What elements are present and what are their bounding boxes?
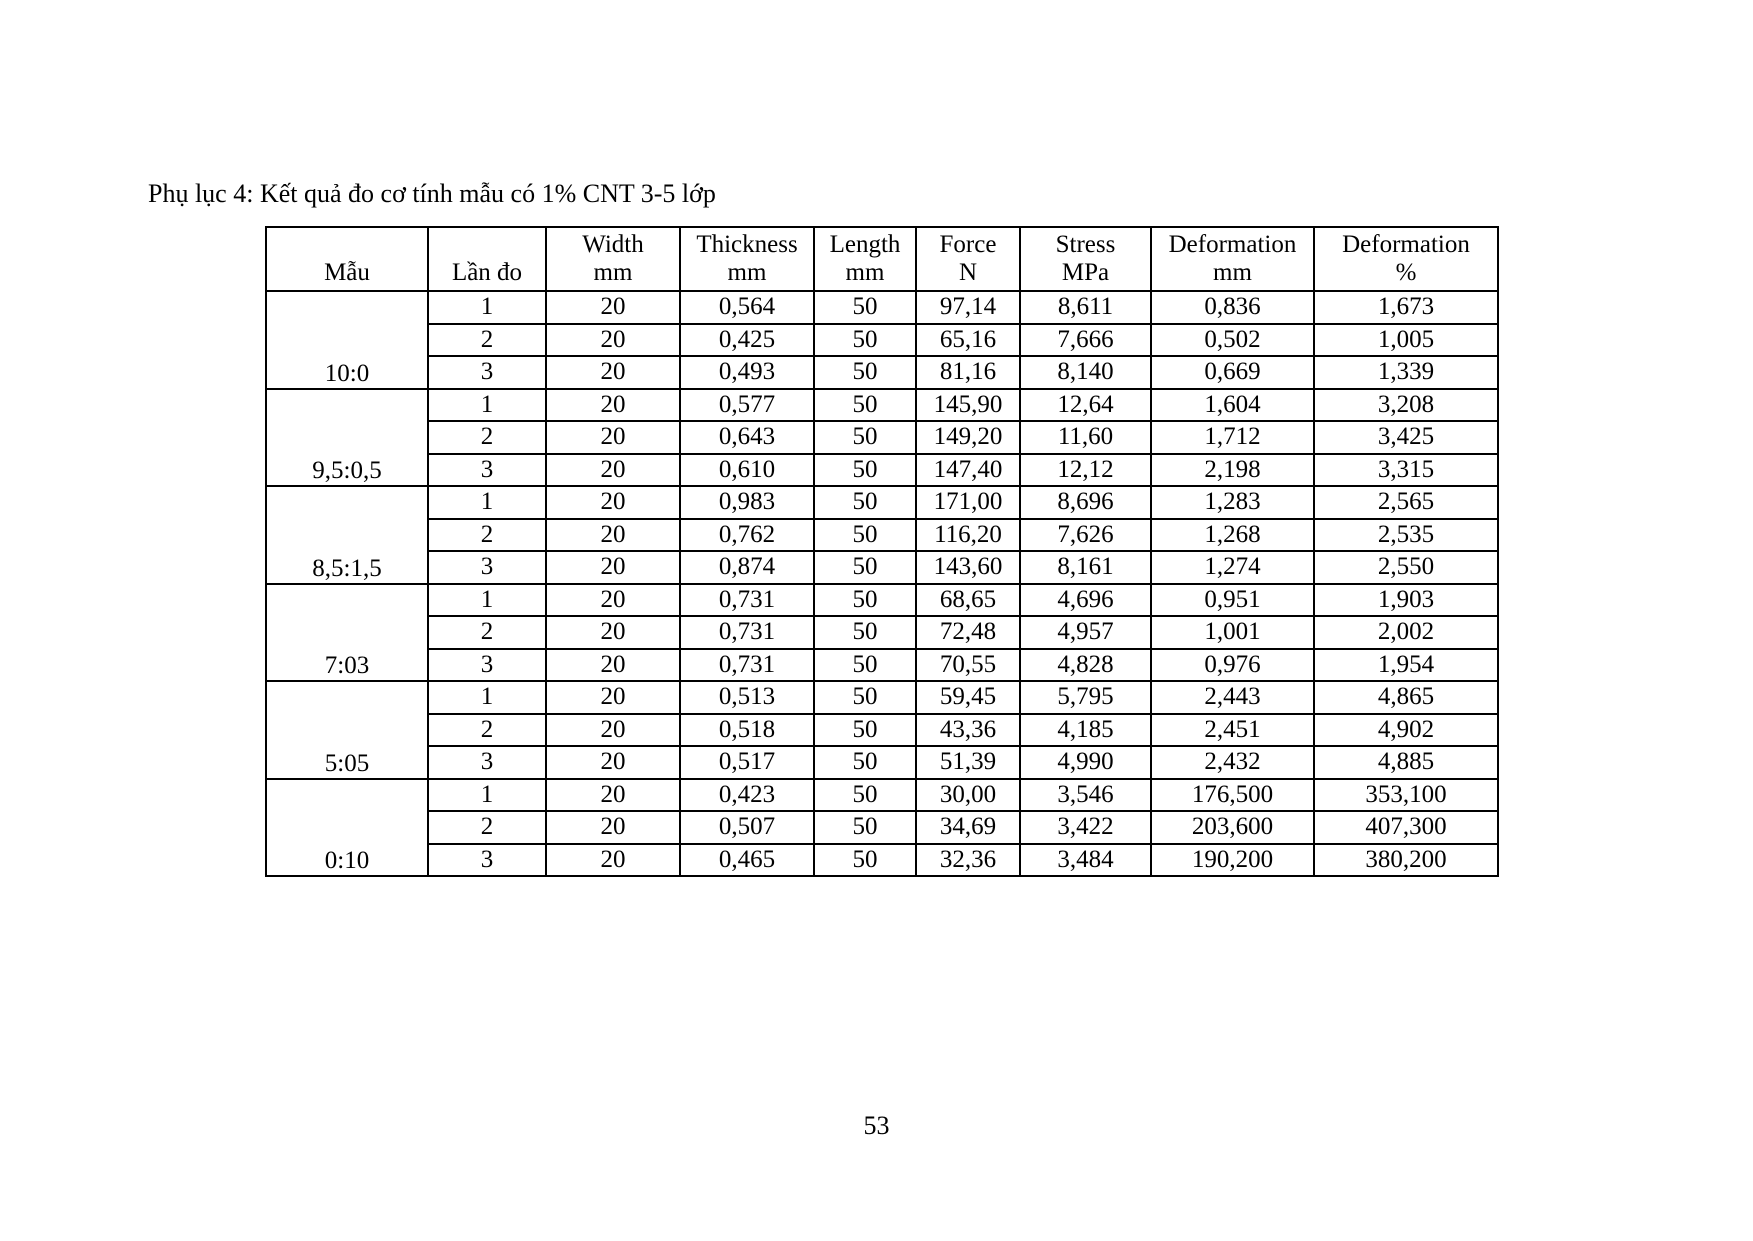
table-cell: 143,60 bbox=[916, 551, 1020, 584]
table-cell: 20 bbox=[546, 714, 680, 747]
column-header-unit: N bbox=[958, 259, 978, 286]
table-cell: 5,795 bbox=[1020, 681, 1151, 714]
table-cell: 34,69 bbox=[916, 811, 1020, 844]
page-number: 53 bbox=[863, 1111, 890, 1140]
sample-cell: 8,5:1,5 bbox=[266, 486, 428, 584]
table-cell: 1 bbox=[428, 584, 546, 617]
table-cell: 12,64 bbox=[1020, 389, 1151, 422]
table-cell: 0,465 bbox=[680, 844, 814, 877]
table-row bbox=[266, 844, 1498, 877]
table-cell: 0,731 bbox=[680, 584, 814, 617]
table-cell: 353,100 bbox=[1314, 779, 1498, 812]
table-cell: 50 bbox=[814, 844, 916, 877]
table-cell: 2 bbox=[428, 519, 546, 552]
table-cell: 3 bbox=[428, 551, 546, 584]
table-cell: 50 bbox=[814, 486, 916, 519]
table-cell: 1 bbox=[428, 486, 546, 519]
table-cell: 8,696 bbox=[1020, 486, 1151, 519]
table-cell: 2,002 bbox=[1314, 616, 1498, 649]
table-cell: 59,45 bbox=[916, 681, 1020, 714]
table-cell: 0,425 bbox=[680, 324, 814, 357]
table-cell: 1 bbox=[428, 389, 546, 422]
table-cell: 20 bbox=[546, 421, 680, 454]
table-cell: 2 bbox=[428, 811, 546, 844]
table-row bbox=[266, 811, 1498, 844]
table-cell: 50 bbox=[814, 356, 916, 389]
table-cell: 20 bbox=[546, 291, 680, 324]
table-cell: 50 bbox=[814, 616, 916, 649]
table-cell: 50 bbox=[814, 324, 916, 357]
table-cell: 0,874 bbox=[680, 551, 814, 584]
table-cell: 0,669 bbox=[1151, 356, 1314, 389]
table-cell: 1,339 bbox=[1314, 356, 1498, 389]
table-cell: 43,36 bbox=[916, 714, 1020, 747]
table-cell: 0,423 bbox=[680, 779, 814, 812]
table-cell: 145,90 bbox=[916, 389, 1020, 422]
table-cell: 149,20 bbox=[916, 421, 1020, 454]
table-cell: 407,300 bbox=[1314, 811, 1498, 844]
table-cell: 1,005 bbox=[1314, 324, 1498, 357]
table-row bbox=[266, 551, 1498, 584]
table-cell: 0,507 bbox=[680, 811, 814, 844]
table-cell: 30,00 bbox=[916, 779, 1020, 812]
table-cell: 3 bbox=[428, 454, 546, 487]
table-cell: 0,731 bbox=[680, 649, 814, 682]
column-header-title bbox=[429, 231, 545, 259]
table-cell: 50 bbox=[814, 291, 916, 324]
table-cell: 4,957 bbox=[1020, 616, 1151, 649]
table-cell: 0,976 bbox=[1151, 649, 1314, 682]
table-cell: 50 bbox=[814, 551, 916, 584]
table-cell: 2,550 bbox=[1314, 551, 1498, 584]
column-header-unit: Lần đo bbox=[451, 259, 523, 286]
table-cell: 50 bbox=[814, 649, 916, 682]
column-header-unit: mm bbox=[593, 259, 633, 286]
table-row bbox=[266, 746, 1498, 779]
table-cell: 3,425 bbox=[1314, 421, 1498, 454]
table-cell: 20 bbox=[546, 551, 680, 584]
column-header-unit: mm bbox=[845, 259, 885, 286]
table-cell: 0,517 bbox=[680, 746, 814, 779]
column-header-unit: MPa bbox=[1061, 259, 1110, 286]
table-row bbox=[266, 584, 1498, 617]
header-row bbox=[266, 227, 1498, 291]
table-cell: 1,673 bbox=[1314, 291, 1498, 324]
table-cell: 2,535 bbox=[1314, 519, 1498, 552]
table-cell: 1,001 bbox=[1151, 616, 1314, 649]
table-cell: 2 bbox=[428, 421, 546, 454]
table-cell: 3 bbox=[428, 844, 546, 877]
table-row bbox=[266, 779, 1498, 812]
column-header bbox=[680, 227, 814, 291]
table-caption: Phụ lục 4: Kết quả đo cơ tính mẫu có 1% CNT 3-5 lớp bbox=[148, 179, 716, 208]
column-header-title: Deformation bbox=[1168, 231, 1297, 258]
table-cell: 20 bbox=[546, 681, 680, 714]
table-cell: 1,954 bbox=[1314, 649, 1498, 682]
sample-cell: 0:10 bbox=[266, 779, 428, 877]
table-cell: 81,16 bbox=[916, 356, 1020, 389]
table-cell: 147,40 bbox=[916, 454, 1020, 487]
table-cell: 1,268 bbox=[1151, 519, 1314, 552]
column-header-title: Thickness bbox=[696, 231, 798, 258]
table-row bbox=[266, 324, 1498, 357]
column-header bbox=[1314, 227, 1498, 291]
table-cell: 20 bbox=[546, 486, 680, 519]
column-header bbox=[916, 227, 1020, 291]
table-cell: 171,00 bbox=[916, 486, 1020, 519]
table-cell: 1,283 bbox=[1151, 486, 1314, 519]
table-cell: 50 bbox=[814, 779, 916, 812]
table-row bbox=[266, 519, 1498, 552]
column-header bbox=[428, 227, 546, 291]
table-cell: 3 bbox=[428, 649, 546, 682]
table-cell: 0,577 bbox=[680, 389, 814, 422]
table-cell: 2,432 bbox=[1151, 746, 1314, 779]
table-cell: 72,48 bbox=[916, 616, 1020, 649]
table-cell: 50 bbox=[814, 746, 916, 779]
table-cell: 12,12 bbox=[1020, 454, 1151, 487]
table-cell: 20 bbox=[546, 584, 680, 617]
column-header-unit: Mẫu bbox=[324, 259, 370, 286]
table-cell: 2 bbox=[428, 324, 546, 357]
table-cell: 50 bbox=[814, 681, 916, 714]
column-header bbox=[814, 227, 916, 291]
table-cell: 7,666 bbox=[1020, 324, 1151, 357]
table-row bbox=[266, 616, 1498, 649]
table-cell: 20 bbox=[546, 389, 680, 422]
table-cell: 50 bbox=[814, 389, 916, 422]
table-cell: 0,643 bbox=[680, 421, 814, 454]
table-cell: 2,198 bbox=[1151, 454, 1314, 487]
table-cell: 1 bbox=[428, 291, 546, 324]
table-cell: 8,611 bbox=[1020, 291, 1151, 324]
table-cell: 20 bbox=[546, 649, 680, 682]
table-cell: 50 bbox=[814, 421, 916, 454]
table-cell: 4,865 bbox=[1314, 681, 1498, 714]
table-cell: 1,903 bbox=[1314, 584, 1498, 617]
table-cell: 20 bbox=[546, 519, 680, 552]
table-cell: 8,140 bbox=[1020, 356, 1151, 389]
table-cell: 4,902 bbox=[1314, 714, 1498, 747]
results-table bbox=[265, 226, 1499, 877]
table-cell: 2,443 bbox=[1151, 681, 1314, 714]
table-cell: 97,14 bbox=[916, 291, 1020, 324]
table-cell: 50 bbox=[814, 714, 916, 747]
table-cell: 50 bbox=[814, 519, 916, 552]
table-cell: 3,208 bbox=[1314, 389, 1498, 422]
table-cell: 32,36 bbox=[916, 844, 1020, 877]
table-row bbox=[266, 454, 1498, 487]
table-row bbox=[266, 714, 1498, 747]
table-cell: 65,16 bbox=[916, 324, 1020, 357]
table-cell: 190,200 bbox=[1151, 844, 1314, 877]
table-cell: 1 bbox=[428, 779, 546, 812]
sample-cell: 9,5:0,5 bbox=[266, 389, 428, 487]
table-cell: 0,983 bbox=[680, 486, 814, 519]
table-row bbox=[266, 421, 1498, 454]
table-cell: 50 bbox=[814, 584, 916, 617]
table-cell: 4,185 bbox=[1020, 714, 1151, 747]
table-cell: 2,565 bbox=[1314, 486, 1498, 519]
table-cell: 0,502 bbox=[1151, 324, 1314, 357]
table-cell: 380,200 bbox=[1314, 844, 1498, 877]
table-cell: 3 bbox=[428, 746, 546, 779]
table-cell: 3 bbox=[428, 356, 546, 389]
table-cell: 11,60 bbox=[1020, 421, 1151, 454]
column-header-title: Force bbox=[939, 231, 997, 258]
table-cell: 0,564 bbox=[680, 291, 814, 324]
table-cell: 20 bbox=[546, 356, 680, 389]
sample-cell: 5:05 bbox=[266, 681, 428, 779]
column-header-unit: mm bbox=[727, 259, 767, 286]
table-row bbox=[266, 681, 1498, 714]
table-cell: 2 bbox=[428, 714, 546, 747]
column-header-title: Width bbox=[582, 231, 644, 258]
sample-cell: 7:03 bbox=[266, 584, 428, 682]
table-cell: 0,951 bbox=[1151, 584, 1314, 617]
table-cell: 0,731 bbox=[680, 616, 814, 649]
table-row bbox=[266, 649, 1498, 682]
table-cell: 1,604 bbox=[1151, 389, 1314, 422]
column-header-title: Deformation bbox=[1342, 231, 1470, 258]
table-cell: 20 bbox=[546, 844, 680, 877]
table-cell: 3,315 bbox=[1314, 454, 1498, 487]
table-cell: 0,610 bbox=[680, 454, 814, 487]
table-row bbox=[266, 356, 1498, 389]
column-header-unit: mm bbox=[1213, 259, 1252, 286]
table-cell: 8,161 bbox=[1020, 551, 1151, 584]
column-header-unit: % bbox=[1395, 259, 1417, 286]
column-header bbox=[266, 227, 428, 291]
table-cell: 176,500 bbox=[1151, 779, 1314, 812]
column-header bbox=[546, 227, 680, 291]
column-header-title bbox=[267, 231, 427, 259]
table-cell: 1 bbox=[428, 681, 546, 714]
table-cell: 20 bbox=[546, 811, 680, 844]
table-cell: 203,600 bbox=[1151, 811, 1314, 844]
column-header-title: Stress bbox=[1055, 231, 1116, 258]
table-cell: 50 bbox=[814, 454, 916, 487]
column-header-title: Length bbox=[829, 231, 901, 258]
table-cell: 3,546 bbox=[1020, 779, 1151, 812]
table-cell: 0,493 bbox=[680, 356, 814, 389]
table-cell: 4,885 bbox=[1314, 746, 1498, 779]
table-row bbox=[266, 291, 1498, 324]
table-cell: 4,696 bbox=[1020, 584, 1151, 617]
table-cell: 20 bbox=[546, 746, 680, 779]
table-cell: 3,422 bbox=[1020, 811, 1151, 844]
table-cell: 51,39 bbox=[916, 746, 1020, 779]
table-cell: 116,20 bbox=[916, 519, 1020, 552]
table-cell: 70,55 bbox=[916, 649, 1020, 682]
table-cell: 4,990 bbox=[1020, 746, 1151, 779]
table-cell: 50 bbox=[814, 811, 916, 844]
table-cell: 20 bbox=[546, 454, 680, 487]
table-row bbox=[266, 486, 1498, 519]
table-cell: 2 bbox=[428, 616, 546, 649]
table-row bbox=[266, 389, 1498, 422]
table-cell: 20 bbox=[546, 779, 680, 812]
table-cell: 0,836 bbox=[1151, 291, 1314, 324]
table-cell: 20 bbox=[546, 616, 680, 649]
table-cell: 7,626 bbox=[1020, 519, 1151, 552]
table-cell: 0,518 bbox=[680, 714, 814, 747]
table-cell: 2,451 bbox=[1151, 714, 1314, 747]
table-cell: 4,828 bbox=[1020, 649, 1151, 682]
table-cell: 0,762 bbox=[680, 519, 814, 552]
table-cell: 68,65 bbox=[916, 584, 1020, 617]
table-cell: 1,274 bbox=[1151, 551, 1314, 584]
sample-cell: 10:0 bbox=[266, 291, 428, 389]
table-cell: 0,513 bbox=[680, 681, 814, 714]
column-header bbox=[1151, 227, 1314, 291]
table-cell: 20 bbox=[546, 324, 680, 357]
column-header bbox=[1020, 227, 1151, 291]
table-cell: 1,712 bbox=[1151, 421, 1314, 454]
table-body bbox=[266, 291, 1498, 876]
table-cell: 3,484 bbox=[1020, 844, 1151, 877]
